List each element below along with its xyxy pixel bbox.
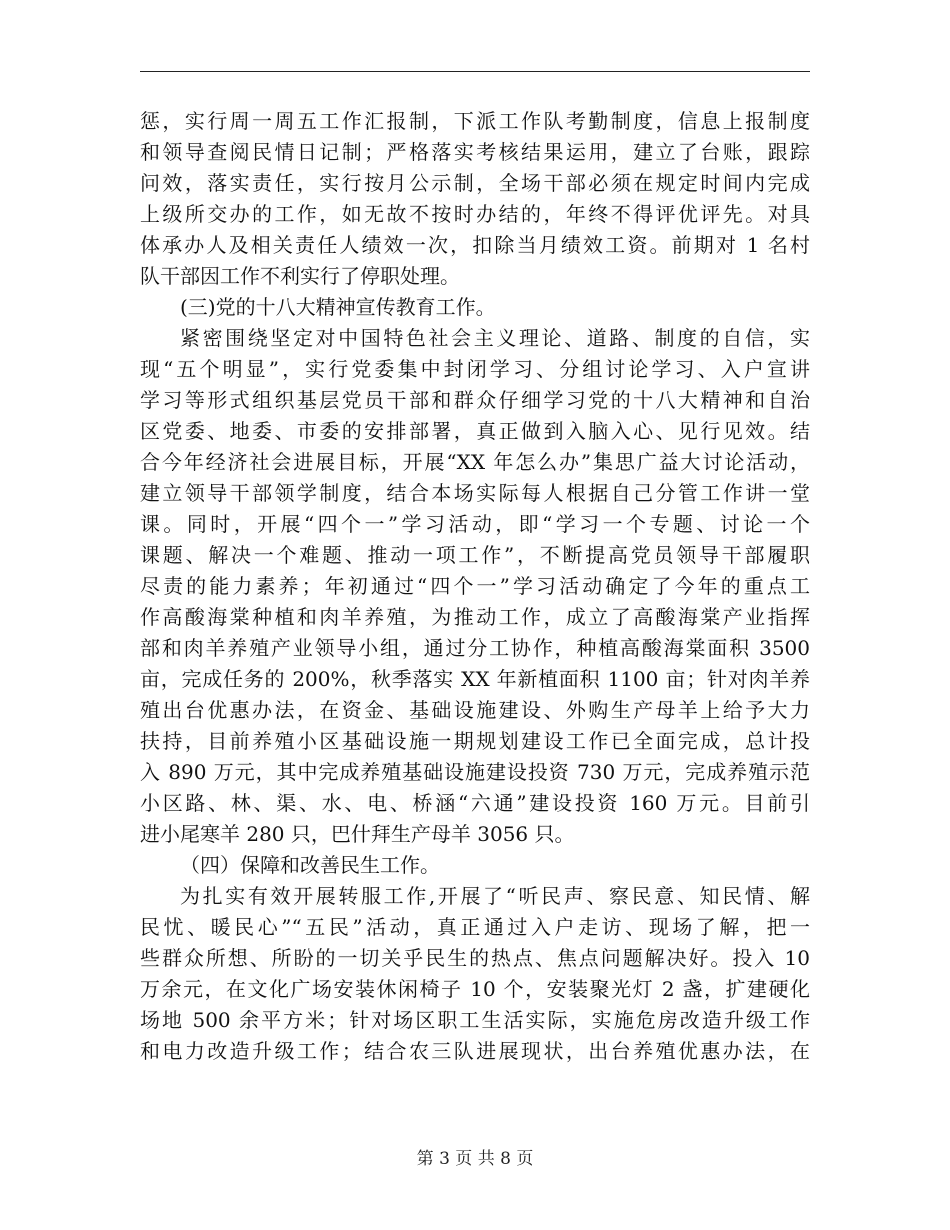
text-line: 入 890 万元，其中完成养殖基础设施建设投资 730 万元，完成养殖示范 <box>140 760 810 784</box>
body-text <box>140 106 810 1067</box>
text-line: 作高酸海棠种植和肉羊养殖，为推动工作，成立了高酸海棠产业指挥 <box>140 605 810 629</box>
section-heading: (三)党的十八大精神宣传教育工作。 <box>180 295 496 319</box>
text-line: 合今年经济社会进展目标，开展“XX 年怎么办”集思广益大讨论活动， <box>140 450 810 474</box>
text-line: 紧密围绕坚定对中国特色社会主义理论、道路、制度的自信，实 <box>180 326 810 350</box>
text-line: 民忧、暖民心”“五民”活动，真正通过入户走访、现场了解，把一 <box>140 915 810 939</box>
header-rule <box>140 71 810 72</box>
text-line: 亩，完成任务的 200%，秋季落实 XX 年新植面积 1100 亩；针对肉羊养 <box>140 667 810 691</box>
text-line: 殖出台优惠办法，在资金、基础设施建设、外购生产母羊上给予大力 <box>140 698 810 722</box>
text-line: 进小尾寒羊 280 只，巴什拜生产母羊 3056 只。 <box>140 822 575 846</box>
text-line: 为扎实有效开展转服工作,开展了“听民声、察民意、知民情、解 <box>180 884 810 908</box>
section-heading: （四）保障和改善民生工作。 <box>180 853 440 877</box>
text-line: 扶持，目前养殖小区基础设施一期规划建设工作已全面完成，总计投 <box>140 729 810 753</box>
text-line: 现“五个明显”，实行党委集中封闭学习、分组讨论学习、入户宣讲 <box>140 357 810 381</box>
text-line: 学习等形式组织基层党员干部和群众仔细学习党的十八大精神和自治 <box>140 388 810 412</box>
text-line: 区党委、地委、市委的安排部署，真正做到入脑入心、见行见效。结 <box>140 419 810 443</box>
text-line: 部和肉羊养殖产业领导小组，通过分工协作，种植高酸海棠面积 3500 <box>140 636 810 660</box>
text-line: 场地 500 余平方米；针对场区职工生活实际，实施危房改造升级工作 <box>140 1008 810 1032</box>
text-line: 些群众所想、所盼的一切关乎民生的热点、焦点问题解决好。投入 10 <box>140 946 810 970</box>
text-line: 课。同时，开展“四个一”学习活动，即“学习一个专题、讨论一个 <box>140 512 810 536</box>
text-line: 和电力改造升级工作；结合农三队进展现状，出台养殖优惠办法，在 <box>140 1039 810 1063</box>
text-line: 小区路、林、渠、水、电、桥涵“六通”建设投资 160 万元。目前引 <box>140 791 810 815</box>
text-line: 体承办人及相关责任人绩效一次，扣除当月绩效工资。前期对 1 名村 <box>140 233 810 257</box>
page-number-footer: 第 3 页 共 8 页 <box>416 1149 534 1169</box>
text-line: 惩，实行周一周五工作汇报制，下派工作队考勤制度，信息上报制度 <box>140 109 810 133</box>
text-line: 尽责的能力素养；年初通过“四个一”学习活动确定了今年的重点工 <box>140 574 810 598</box>
text-line: 和领导查阅民情日记制；严格落实考核结果运用，建立了台账，跟踪 <box>140 140 810 164</box>
text-line: 课题、解决一个难题、推动一项工作”，不断提高党员领导干部履职 <box>140 543 810 567</box>
text-line: 队干部因工作不利实行了停职处理。 <box>140 264 460 288</box>
text-line: 建立领导干部领学制度，结合本场实际每人根据自己分管工作讲一堂 <box>140 481 810 505</box>
text-line: 上级所交办的工作，如无故不按时办结的，年终不得评优评先。对具 <box>140 202 810 226</box>
text-line: 万余元，在文化广场安装休闲椅子 10 个，安装聚光灯 2 盏，扩建硬化 <box>140 977 810 1001</box>
text-line: 问效，落实责任，实行按月公示制，全场干部必须在规定时间内完成 <box>140 171 810 195</box>
